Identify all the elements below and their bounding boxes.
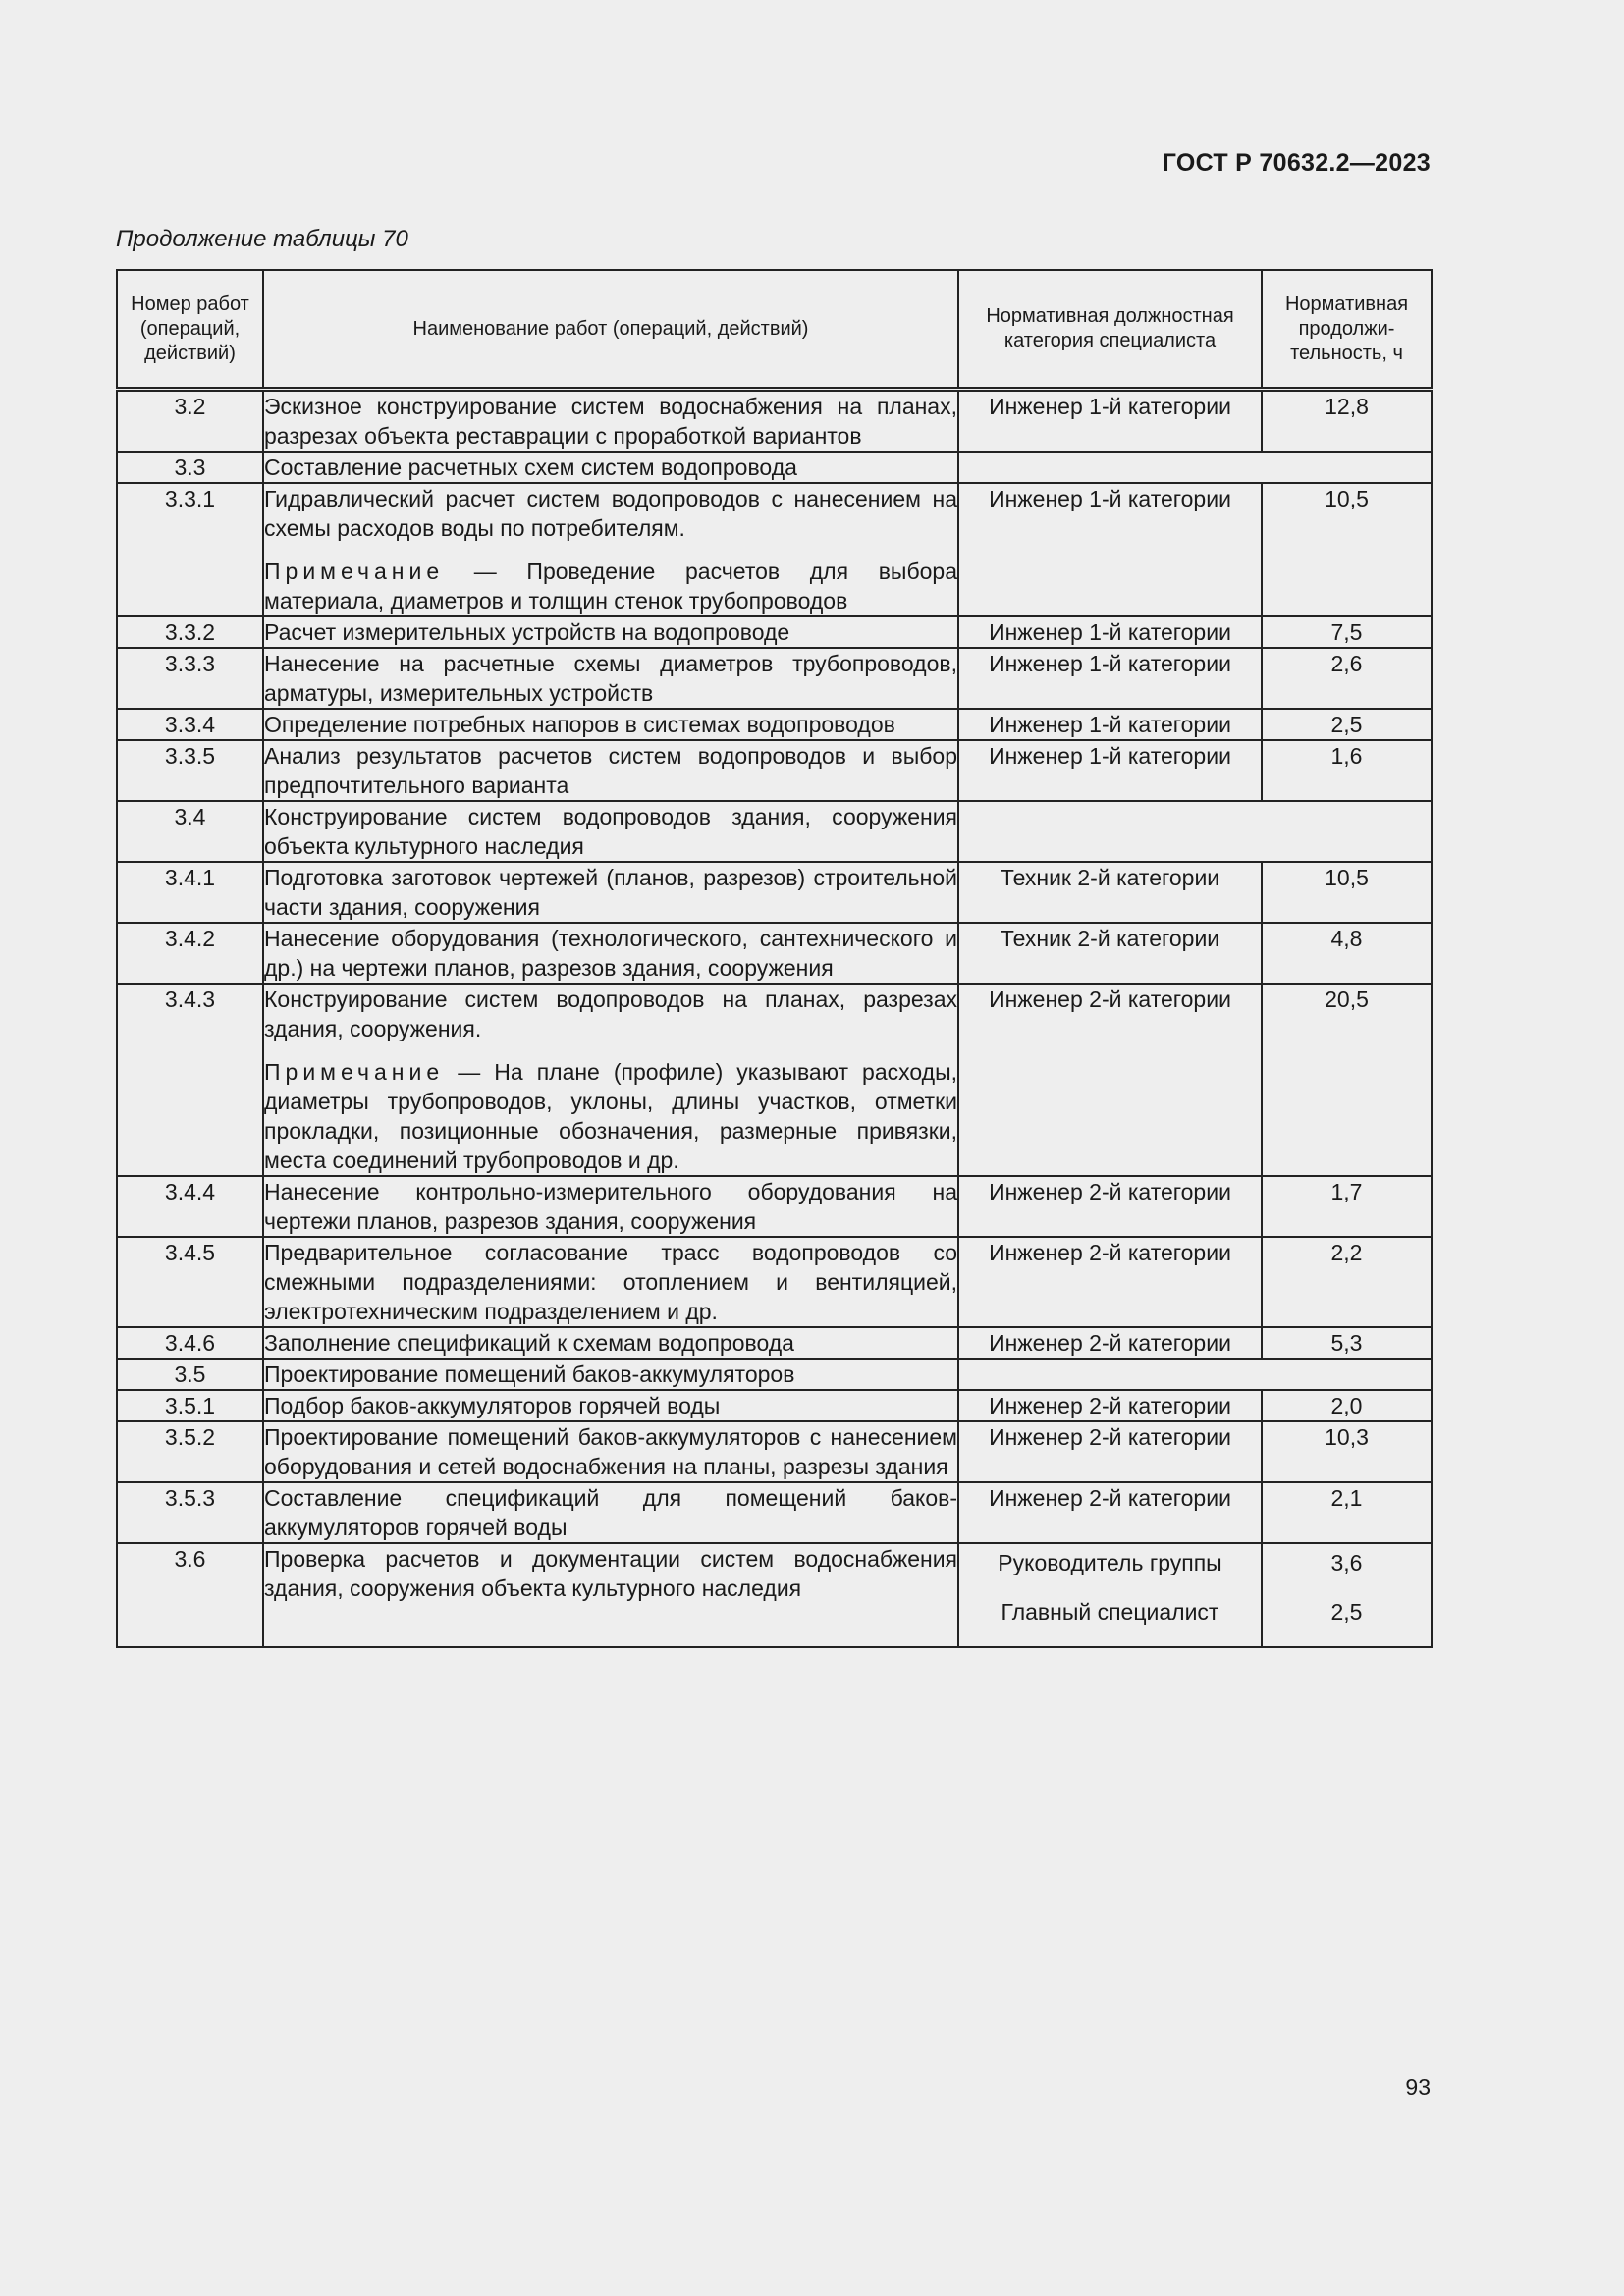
row-name: Нанесение на расчетные схемы диаметров трубопроводов, арматуры, измерительных устройств (264, 651, 957, 706)
table-row (117, 984, 1432, 1176)
table-row (117, 1327, 1432, 1359)
row-name: Конструирование систем водопроводов здания, сооружения объекта культурного наследия (264, 804, 957, 859)
row-name: Заполнение спецификаций к схемам водопровода (264, 1330, 794, 1356)
table-row (117, 1421, 1432, 1482)
row-name: Составление спецификаций для помещений баков-аккумуляторов горячей воды (264, 1485, 957, 1540)
table-row (117, 616, 1432, 648)
table-row (117, 1359, 1432, 1390)
row-name-cell (263, 1327, 958, 1359)
row-note (264, 1057, 957, 1175)
row-name-cell (263, 709, 958, 740)
row-name-cell (263, 801, 958, 862)
row-name: Составление расчетных схем систем водопровода (264, 454, 797, 480)
table-header-row (117, 270, 1432, 390)
row-category: Инженер 2-й категории (958, 984, 1262, 1176)
row-name-cell (263, 452, 958, 483)
row-name-cell (263, 862, 958, 923)
row-category: Инженер 2-й категории (958, 1390, 1262, 1421)
row-name: Расчет измерительных устройств на водопроводе (264, 619, 790, 645)
row-name-cell (263, 483, 958, 616)
row-duration: 12,8 (1262, 390, 1432, 453)
row-number: 3.3.4 (117, 709, 263, 740)
table-caption: Продолжение таблицы 70 (116, 226, 408, 252)
row-category: Инженер 1-й категории (958, 709, 1262, 740)
row-number: 3.6 (117, 1543, 263, 1647)
row-name: Предварительное согласование трасс водопроводов со смежными подразделениями: отоплением и вентиляцией, электротехническим подразделением и др. (264, 1240, 957, 1324)
row-category: Инженер 1-й категории (958, 390, 1262, 453)
row-name-cell (263, 1543, 958, 1647)
table-row (117, 923, 1432, 984)
row-name-cell (263, 390, 958, 453)
row-name: Проектирование помещений баков-аккумуляторов с нанесением оборудования и сетей водоснабжения на планы, разрезы здания (264, 1424, 957, 1479)
row-duration: 2,6 (1262, 648, 1432, 709)
row-name: Конструирование систем водопроводов на планах, разрезах здания, сооружения. (264, 987, 957, 1041)
table-row (117, 801, 1432, 862)
row-name: Нанесение контрольно-измерительного оборудования на чертежи планов, разрезов здания, сооружения (264, 1179, 957, 1234)
table-row (117, 483, 1432, 616)
row-number: 3.4.2 (117, 923, 263, 984)
table-row (117, 648, 1432, 709)
empty-merged-cell (958, 1359, 1432, 1390)
row-number: 3.3 (117, 452, 263, 483)
row-number: 3.3.1 (117, 483, 263, 616)
row-number: 3.4 (117, 801, 263, 862)
row-category: Инженер 2-й категории (958, 1327, 1262, 1359)
row-number: 3.5 (117, 1359, 263, 1390)
row-name-cell (263, 1390, 958, 1421)
row-number: 3.2 (117, 390, 263, 453)
row-category: Инженер 1-й категории (958, 648, 1262, 709)
row-name-cell (263, 1482, 958, 1543)
row-number: 3.5.3 (117, 1482, 263, 1543)
row-duration: 10,3 (1262, 1421, 1432, 1482)
table-row (117, 862, 1432, 923)
row-duration: 20,5 (1262, 984, 1432, 1176)
row-name: Подбор баков-аккумуляторов горячей воды (264, 1393, 721, 1418)
row-name-cell (263, 1237, 958, 1327)
row-number: 3.4.1 (117, 862, 263, 923)
column-header-category: Нормативная должностная категория специалиста (958, 270, 1262, 390)
row-name: Эскизное конструирование систем водоснабжения на планах, разрезах объекта реставрации с проработкой вариантов (264, 394, 957, 449)
row-category: Техник 2-й категории (958, 923, 1262, 984)
category-entry: Руководитель группы (998, 1550, 1222, 1575)
row-duration: 2,5 (1262, 709, 1432, 740)
table-row (117, 1176, 1432, 1237)
row-duration: 4,8 (1262, 923, 1432, 984)
column-header-name: Наименование работ (операций, действий) (263, 270, 958, 390)
table-row (117, 1543, 1432, 1647)
row-duration: 10,5 (1262, 862, 1432, 923)
note-text: — Проведение расчетов для выбора материала, диаметров и толщин стенок трубопроводов (264, 559, 957, 614)
row-duration: 7,5 (1262, 616, 1432, 648)
row-number: 3.3.2 (117, 616, 263, 648)
table-row (117, 740, 1432, 801)
row-name: Проверка расчетов и документации систем водоснабжения здания, сооружения объекта культурного наследия (264, 1546, 957, 1601)
row-name: Гидравлический расчет систем водопроводов с нанесением на схемы расходов воды по потребителям. (264, 486, 957, 541)
row-category: Инженер 2-й категории (958, 1176, 1262, 1237)
row-name-cell (263, 740, 958, 801)
row-name-cell (263, 616, 958, 648)
row-category (958, 1543, 1262, 1647)
row-category: Инженер 2-й категории (958, 1421, 1262, 1482)
row-number: 3.4.5 (117, 1237, 263, 1327)
row-category: Инженер 1-й категории (958, 740, 1262, 801)
table-row (117, 452, 1432, 483)
duration-entry: 3,6 (1330, 1550, 1363, 1575)
row-number: 3.4.4 (117, 1176, 263, 1237)
row-name-cell (263, 1359, 958, 1390)
table-row (117, 1390, 1432, 1421)
row-number: 3.5.1 (117, 1390, 263, 1421)
row-name: Анализ результатов расчетов систем водопроводов и выбор предпочтительного варианта (264, 743, 957, 798)
row-note (264, 557, 957, 615)
row-category: Инженер 1-й категории (958, 483, 1262, 616)
document-code: ГОСТ Р 70632.2—2023 (1162, 149, 1431, 177)
row-name: Нанесение оборудования (технологического, сантехнического и др.) на чертежи планов, разрезов здания, сооружения (264, 926, 957, 981)
row-number: 3.4.3 (117, 984, 263, 1176)
row-category: Инженер 2-й категории (958, 1482, 1262, 1543)
column-header-number: Номер работ (операций, действий) (117, 270, 263, 390)
row-name-cell (263, 923, 958, 984)
row-number: 3.5.2 (117, 1421, 263, 1482)
table-row (117, 1237, 1432, 1327)
row-name-cell (263, 1176, 958, 1237)
row-duration: 1,6 (1262, 740, 1432, 801)
row-duration (1262, 1543, 1432, 1647)
row-name-cell (263, 648, 958, 709)
table-row (117, 709, 1432, 740)
row-duration: 2,0 (1262, 1390, 1432, 1421)
row-name: Проектирование помещений баков-аккумуляторов (264, 1362, 795, 1387)
norms-table (116, 269, 1433, 1648)
row-name-cell (263, 984, 958, 1176)
row-name: Подготовка заготовок чертежей (планов, разрезов) строительной части здания, сооружения (264, 865, 957, 920)
row-name-cell (263, 1421, 958, 1482)
row-category: Техник 2-й категории (958, 862, 1262, 923)
row-category: Инженер 1-й категории (958, 616, 1262, 648)
row-duration: 2,2 (1262, 1237, 1432, 1327)
row-number: 3.3.5 (117, 740, 263, 801)
row-number: 3.3.3 (117, 648, 263, 709)
table-row (117, 1482, 1432, 1543)
empty-merged-cell (958, 452, 1432, 483)
page-number: 93 (1405, 2074, 1431, 2100)
row-duration: 2,1 (1262, 1482, 1432, 1543)
note-label: Примечание (264, 559, 445, 584)
row-name: Определение потребных напоров в системах водопроводов (264, 712, 895, 737)
column-header-duration: Нормативная продолжи-тельность, ч (1262, 270, 1432, 390)
row-duration: 1,7 (1262, 1176, 1432, 1237)
row-category: Инженер 2-й категории (958, 1237, 1262, 1327)
row-duration: 5,3 (1262, 1327, 1432, 1359)
table-row (117, 390, 1432, 453)
empty-merged-cell (958, 801, 1432, 862)
category-entry: Главный специалист (1001, 1599, 1219, 1625)
note-label: Примечание (264, 1059, 445, 1085)
duration-entry: 2,5 (1330, 1599, 1363, 1625)
row-duration: 10,5 (1262, 483, 1432, 616)
note-text: — На плане (профиле) указывают расходы, диаметры трубопроводов, уклоны, длины участков, отметки прокладки, позиционные обозначения, размерные привязки, места соединений трубопроводов и др. (264, 1059, 957, 1173)
row-number: 3.4.6 (117, 1327, 263, 1359)
